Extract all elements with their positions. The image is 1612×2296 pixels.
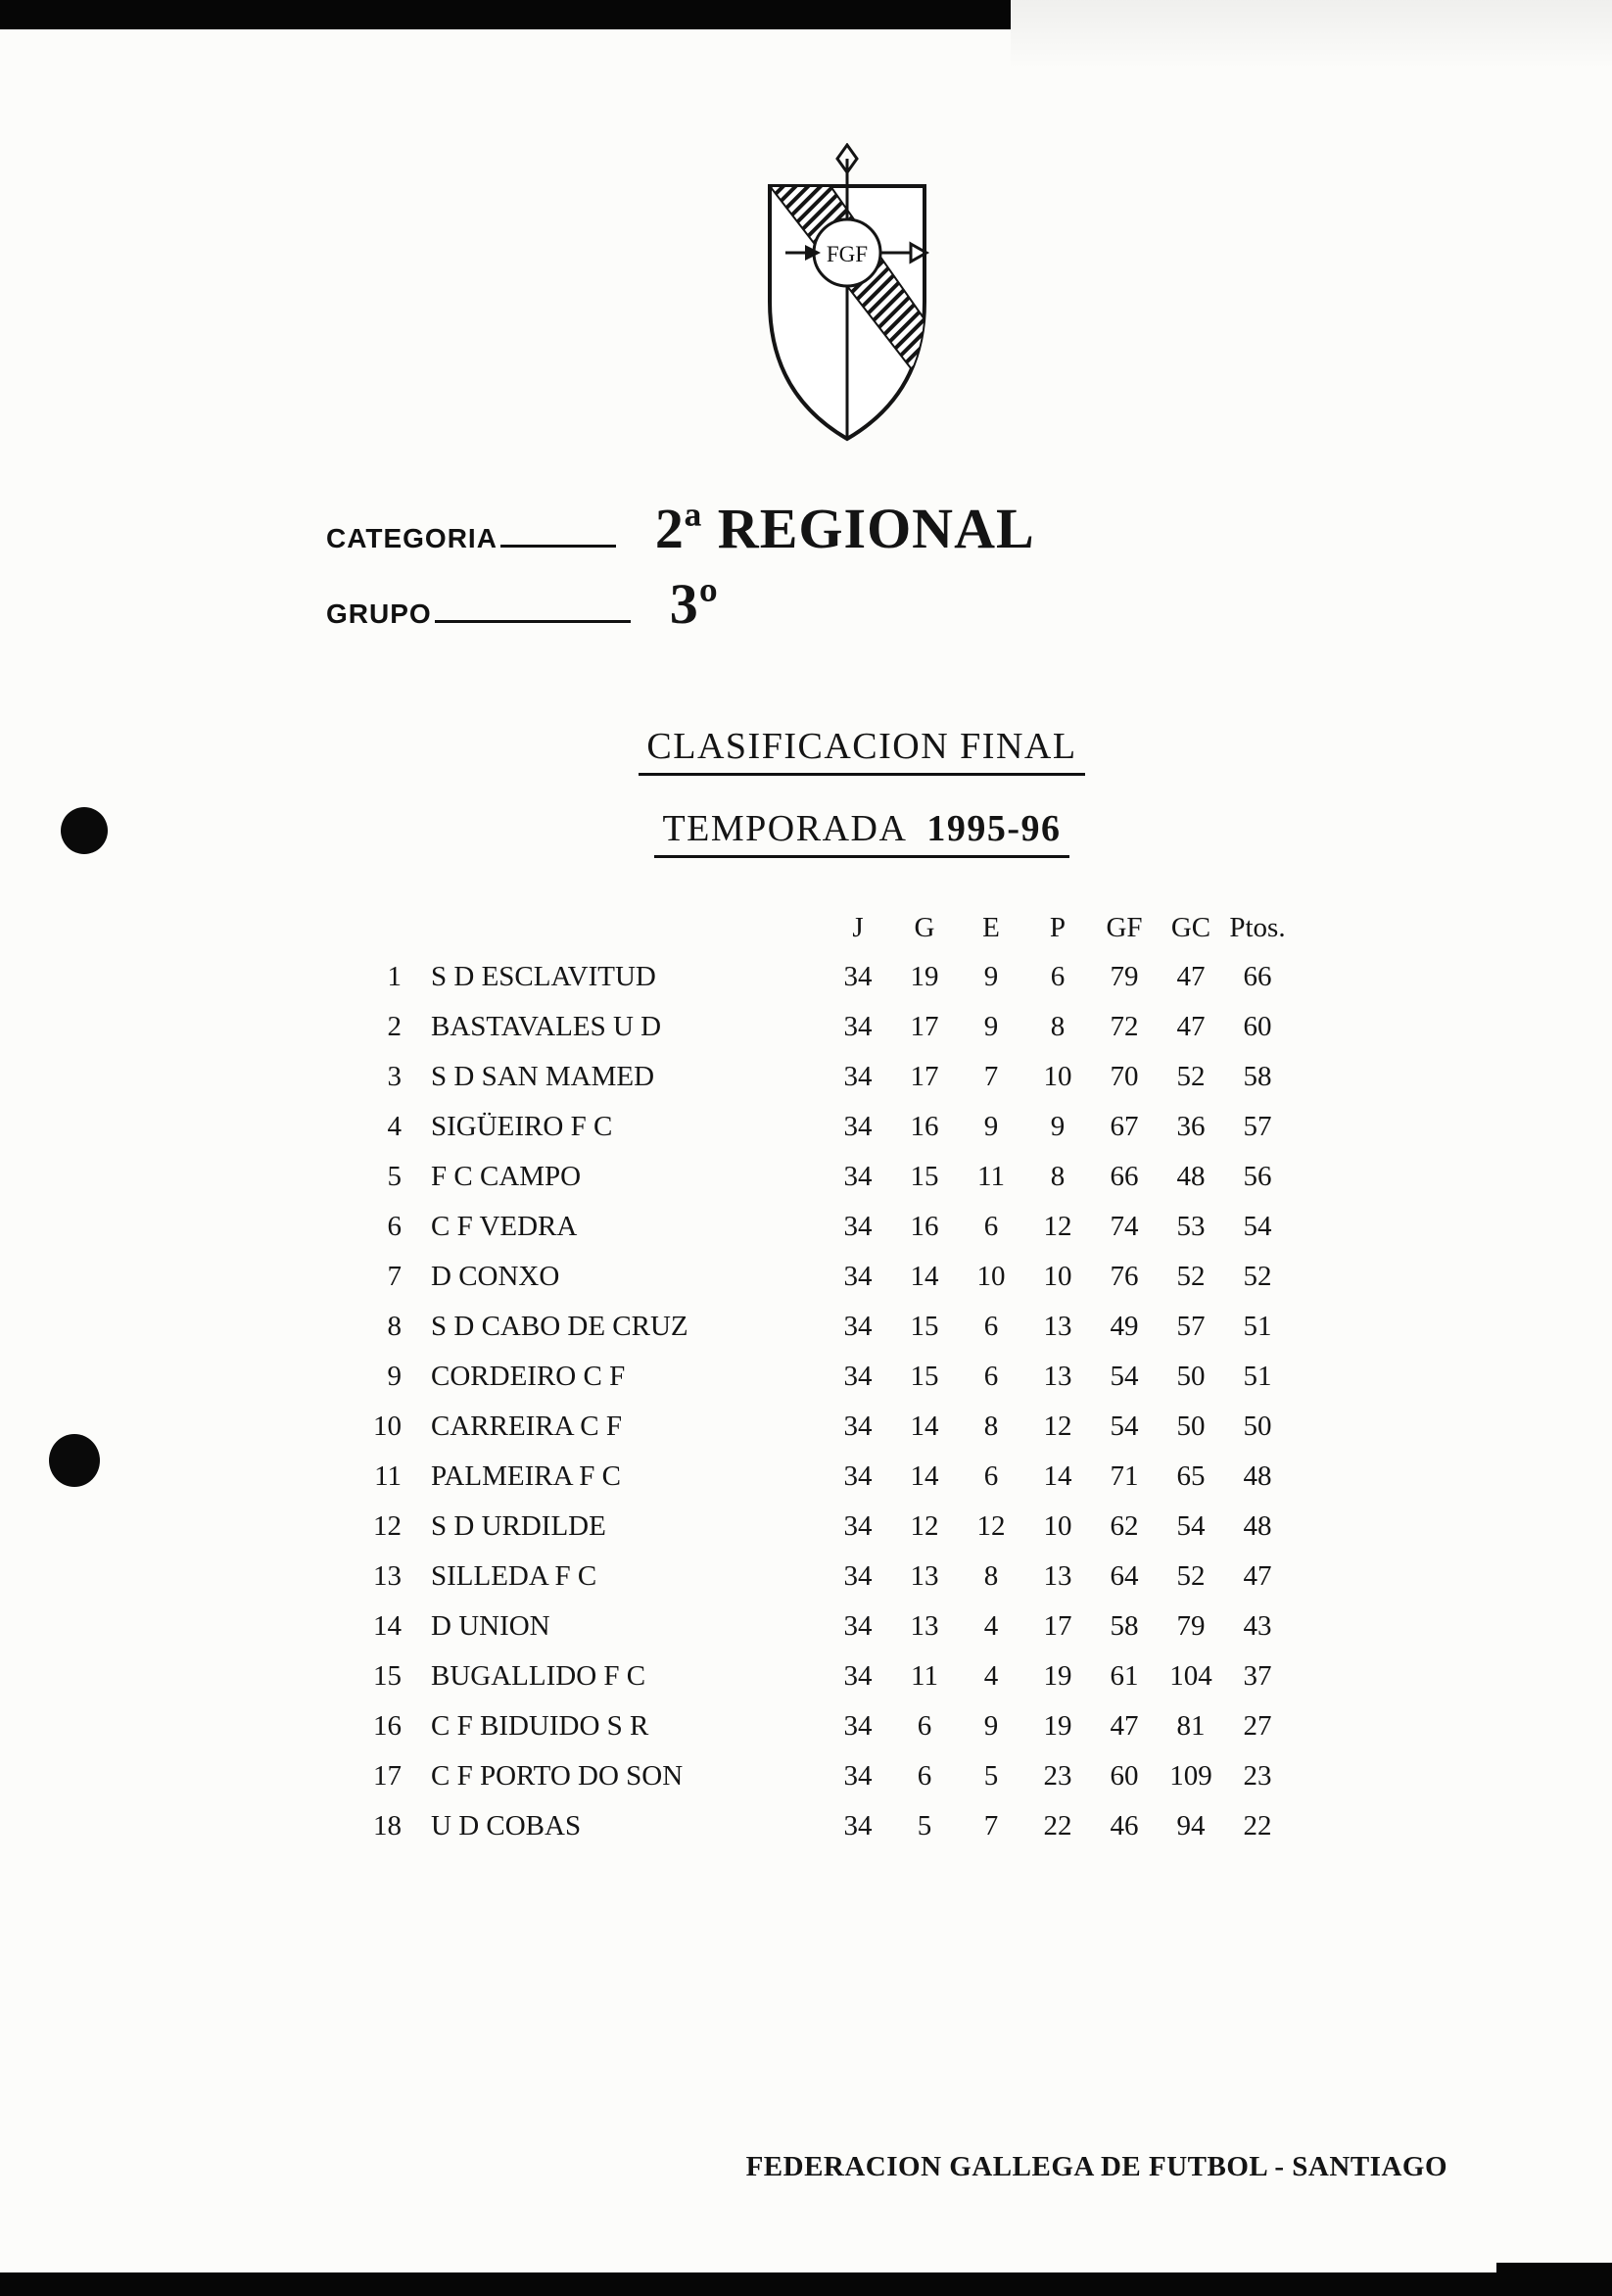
stat-cell: 79 (1110, 961, 1139, 992)
page-title: CLASIFICACION FINAL (639, 725, 1084, 776)
stat-cell: 34 (843, 1660, 873, 1692)
column-header-p: P (1049, 911, 1067, 943)
stat-cell: 10 (976, 1261, 1006, 1292)
position-cell: 16 (373, 1710, 402, 1742)
season-value: 1995-96 (926, 808, 1062, 849)
stat-cell: 60 (1110, 1760, 1139, 1792)
stat-cell: 47 (1110, 1710, 1139, 1742)
position-cell: 9 (387, 1361, 402, 1392)
table-row (341, 1002, 1291, 1052)
team-name-cell: BASTAVALES U D (431, 1011, 662, 1042)
stat-cell: 19 (1043, 1660, 1072, 1692)
stat-cell: 19 (1043, 1710, 1072, 1742)
stat-cell: 11 (977, 1161, 1005, 1192)
scan-artifact-bottom-bar (0, 2272, 1612, 2296)
team-name-cell: BUGALLIDO F C (431, 1660, 646, 1692)
stat-cell: 54 (1110, 1361, 1139, 1392)
classification-table (341, 903, 1291, 1851)
position-cell: 17 (373, 1760, 402, 1792)
stat-cell: 60 (1243, 1011, 1272, 1042)
stat-cell: 56 (1243, 1161, 1272, 1192)
team-name-cell: U D COBAS (431, 1810, 582, 1842)
stat-cell: 6 (983, 1361, 999, 1392)
stat-cell: 58 (1243, 1061, 1272, 1092)
categoria-blank-line (500, 545, 616, 548)
stat-cell: 14 (910, 1261, 939, 1292)
position-cell: 14 (373, 1610, 402, 1642)
position-cell: 12 (373, 1510, 402, 1542)
scan-artifact-top-shade (1011, 0, 1612, 69)
grupo-label: GRUPO (326, 598, 432, 629)
stat-cell: 8 (1050, 1011, 1066, 1042)
stat-cell: 104 (1169, 1660, 1212, 1692)
table-body (341, 952, 1291, 1851)
stat-cell: 16 (910, 1111, 939, 1142)
stat-cell: 65 (1176, 1460, 1206, 1492)
team-name-cell: PALMEIRA F C (431, 1460, 621, 1492)
team-name-cell: S D CABO DE CRUZ (431, 1311, 688, 1342)
stat-cell: 81 (1176, 1710, 1206, 1742)
scan-artifact-top-bar (0, 0, 1011, 29)
stat-cell: 57 (1243, 1111, 1272, 1142)
stat-cell: 52 (1176, 1560, 1206, 1592)
column-header-gc: GC (1170, 911, 1211, 943)
table-head-row (341, 903, 1291, 952)
scan-artifact-bottom-corner (1496, 2263, 1612, 2296)
stat-cell: 70 (1110, 1061, 1139, 1092)
stat-cell: 14 (1043, 1460, 1072, 1492)
stat-cell: 9 (983, 1710, 999, 1742)
stat-cell: 15 (910, 1311, 939, 1342)
stat-cell: 16 (910, 1211, 939, 1242)
stat-cell: 109 (1169, 1760, 1212, 1792)
position-cell: 10 (373, 1411, 402, 1442)
stat-cell: 34 (843, 1211, 873, 1242)
stat-cell: 23 (1043, 1760, 1072, 1792)
fgf-crest-icon (736, 143, 958, 460)
team-name-cell: C F BIDUIDO S R (431, 1710, 649, 1742)
footer-federation-text: FEDERACION GALLEGA DE FUTBOL - SANTIAGO (745, 2151, 1447, 2182)
column-header-ptos: Ptos. (1229, 911, 1286, 943)
stat-cell: 8 (983, 1411, 999, 1442)
stat-cell: 34 (843, 1011, 873, 1042)
table-row (341, 1651, 1291, 1701)
table-row (341, 1602, 1291, 1651)
stat-cell: 22 (1043, 1810, 1072, 1842)
stat-cell: 34 (843, 1560, 873, 1592)
stat-cell: 13 (1043, 1311, 1072, 1342)
table-row (341, 1402, 1291, 1452)
stat-cell: 23 (1243, 1760, 1272, 1792)
team-name-cell: C F PORTO DO SON (431, 1760, 684, 1792)
column-header-spacer-team (402, 903, 825, 952)
table-row (341, 1352, 1291, 1402)
stat-cell: 13 (910, 1610, 939, 1642)
stat-cell: 34 (843, 1111, 873, 1142)
stat-cell: 76 (1110, 1261, 1139, 1292)
stat-cell: 66 (1110, 1161, 1139, 1192)
grupo-field (326, 571, 1035, 636)
position-cell: 18 (373, 1810, 402, 1842)
table-row (341, 1052, 1291, 1102)
federation-crest-logo (736, 143, 958, 460)
team-name-cell: F C CAMPO (431, 1161, 582, 1192)
stat-cell: 48 (1176, 1161, 1206, 1192)
stat-cell: 51 (1243, 1361, 1272, 1392)
stat-cell: 19 (910, 961, 939, 992)
team-name-cell: D CONXO (431, 1261, 560, 1292)
stat-cell: 34 (843, 1710, 873, 1742)
stat-cell: 34 (843, 1261, 873, 1292)
table-row (341, 1102, 1291, 1152)
team-name-cell: S D ESCLAVITUD (431, 961, 656, 992)
stat-cell: 12 (1043, 1411, 1072, 1442)
stat-cell: 6 (983, 1211, 999, 1242)
stat-cell: 34 (843, 1161, 873, 1192)
position-cell: 3 (387, 1061, 402, 1092)
stat-cell: 7 (983, 1061, 999, 1092)
stat-cell: 8 (1050, 1161, 1066, 1192)
stat-cell: 14 (910, 1411, 939, 1442)
column-header-j: J (852, 911, 864, 943)
stat-cell: 12 (910, 1510, 939, 1542)
stat-cell: 36 (1176, 1111, 1206, 1142)
stat-cell: 34 (843, 1411, 873, 1442)
stat-cell: 9 (983, 1011, 999, 1042)
categoria-label: CATEGORIA (326, 523, 498, 553)
stat-cell: 10 (1043, 1261, 1072, 1292)
stat-cell: 6 (1050, 961, 1066, 992)
grupo-value: 3º (669, 571, 719, 636)
stat-cell: 61 (1110, 1660, 1139, 1692)
stat-cell: 22 (1243, 1810, 1272, 1842)
stat-cell: 17 (1043, 1610, 1072, 1642)
table-row (341, 1502, 1291, 1552)
stat-cell: 17 (910, 1061, 939, 1092)
stat-cell: 47 (1176, 1011, 1206, 1042)
table-row (341, 1202, 1291, 1252)
stat-cell: 34 (843, 1610, 873, 1642)
stat-cell: 34 (843, 1061, 873, 1092)
stat-cell: 17 (910, 1011, 939, 1042)
team-name-cell: CORDEIRO C F (431, 1361, 626, 1392)
column-header-g: G (914, 911, 935, 943)
season-title (654, 807, 1068, 858)
stat-cell: 62 (1110, 1510, 1139, 1542)
stat-cell: 43 (1243, 1610, 1272, 1642)
stat-cell: 79 (1176, 1610, 1206, 1642)
stat-cell: 4 (983, 1610, 999, 1642)
position-cell: 7 (387, 1261, 402, 1292)
table-row (341, 1701, 1291, 1751)
table-row (341, 1302, 1291, 1352)
stat-cell: 47 (1176, 961, 1206, 992)
stat-cell: 5 (917, 1810, 932, 1842)
stat-cell: 34 (843, 1510, 873, 1542)
hole-punch-mark-top (61, 807, 108, 854)
stat-cell: 52 (1243, 1261, 1272, 1292)
table-row (341, 1452, 1291, 1502)
stat-cell: 71 (1110, 1460, 1139, 1492)
crest-initials: FGF (826, 242, 869, 266)
categoria-value: 2ª REGIONAL (654, 497, 1035, 560)
stat-cell: 51 (1243, 1311, 1272, 1342)
stat-cell: 7 (983, 1810, 999, 1842)
stat-cell: 9 (983, 961, 999, 992)
column-header-gf: GF (1106, 911, 1143, 943)
stat-cell: 13 (910, 1560, 939, 1592)
stat-cell: 50 (1176, 1411, 1206, 1442)
stat-cell: 46 (1110, 1810, 1139, 1842)
position-cell: 5 (387, 1161, 402, 1192)
stat-cell: 13 (1043, 1361, 1072, 1392)
stat-cell: 37 (1243, 1660, 1272, 1692)
stat-cell: 94 (1176, 1810, 1206, 1842)
stat-cell: 52 (1176, 1261, 1206, 1292)
stat-cell: 34 (843, 1760, 873, 1792)
position-cell: 6 (387, 1211, 402, 1242)
document-title-block (56, 725, 1612, 776)
team-name-cell: C F VEDRA (431, 1211, 578, 1242)
stat-cell: 50 (1176, 1361, 1206, 1392)
grupo-blank-line (435, 620, 631, 623)
season-title-block (56, 807, 1612, 858)
column-header-spacer-pos (341, 903, 402, 952)
stat-cell: 6 (983, 1311, 999, 1342)
stat-cell: 9 (983, 1111, 999, 1142)
position-cell: 11 (374, 1460, 402, 1492)
table-row (341, 1252, 1291, 1302)
team-name-cell: S D URDILDE (431, 1510, 606, 1542)
position-cell: 15 (373, 1660, 402, 1692)
position-cell: 13 (373, 1560, 402, 1592)
stat-cell: 12 (1043, 1211, 1072, 1242)
stat-cell: 13 (1043, 1560, 1072, 1592)
stat-cell: 6 (917, 1760, 932, 1792)
stat-cell: 10 (1043, 1510, 1072, 1542)
stat-cell: 72 (1110, 1011, 1139, 1042)
stat-cell: 58 (1110, 1610, 1139, 1642)
stat-cell: 74 (1110, 1211, 1139, 1242)
column-header-e: E (982, 911, 1000, 943)
position-cell: 4 (387, 1111, 402, 1142)
stat-cell: 54 (1110, 1411, 1139, 1442)
table-row (341, 952, 1291, 1002)
stat-cell: 14 (910, 1460, 939, 1492)
team-name-cell: SILLEDA F C (431, 1560, 597, 1592)
stat-cell: 34 (843, 1460, 873, 1492)
stat-cell: 57 (1176, 1311, 1206, 1342)
category-fields (326, 497, 1035, 636)
stat-cell: 34 (843, 1361, 873, 1392)
team-name-cell: S D SAN MAMED (431, 1061, 655, 1092)
table-row (341, 1152, 1291, 1202)
stat-cell: 15 (910, 1161, 939, 1192)
table-row (341, 1801, 1291, 1851)
stat-cell: 27 (1243, 1710, 1272, 1742)
stat-cell: 48 (1243, 1460, 1272, 1492)
table-row (341, 1552, 1291, 1602)
stat-cell: 54 (1243, 1211, 1272, 1242)
stat-cell: 49 (1110, 1311, 1139, 1342)
stat-cell: 48 (1243, 1510, 1272, 1542)
stat-cell: 50 (1243, 1411, 1272, 1442)
stat-cell: 67 (1110, 1111, 1139, 1142)
stat-cell: 34 (843, 1311, 873, 1342)
stat-cell: 9 (1050, 1111, 1066, 1142)
stat-cell: 34 (843, 961, 873, 992)
stat-cell: 12 (976, 1510, 1006, 1542)
stat-cell: 6 (983, 1460, 999, 1492)
team-name-cell: D UNION (431, 1610, 550, 1642)
stat-cell: 11 (911, 1660, 938, 1692)
stat-cell: 15 (910, 1361, 939, 1392)
stat-cell: 10 (1043, 1061, 1072, 1092)
position-cell: 2 (387, 1011, 402, 1042)
stat-cell: 5 (983, 1760, 999, 1792)
team-name-cell: SIGÜEIRO F C (431, 1111, 613, 1142)
categoria-field (326, 497, 1035, 560)
stat-cell: 53 (1176, 1211, 1206, 1242)
stat-cell: 52 (1176, 1061, 1206, 1092)
stat-cell: 54 (1176, 1510, 1206, 1542)
stat-cell: 4 (983, 1660, 999, 1692)
hole-punch-mark-bottom (49, 1434, 100, 1487)
position-cell: 1 (387, 961, 402, 992)
stat-cell: 66 (1243, 961, 1272, 992)
stat-cell: 64 (1110, 1560, 1139, 1592)
position-cell: 8 (387, 1311, 402, 1342)
stat-cell: 6 (917, 1710, 932, 1742)
stat-cell: 34 (843, 1810, 873, 1842)
team-name-cell: CARREIRA C F (431, 1411, 622, 1442)
stat-cell: 8 (983, 1560, 999, 1592)
stat-cell: 47 (1243, 1560, 1272, 1592)
season-prefix: TEMPORADA (662, 808, 908, 849)
table-row (341, 1751, 1291, 1801)
